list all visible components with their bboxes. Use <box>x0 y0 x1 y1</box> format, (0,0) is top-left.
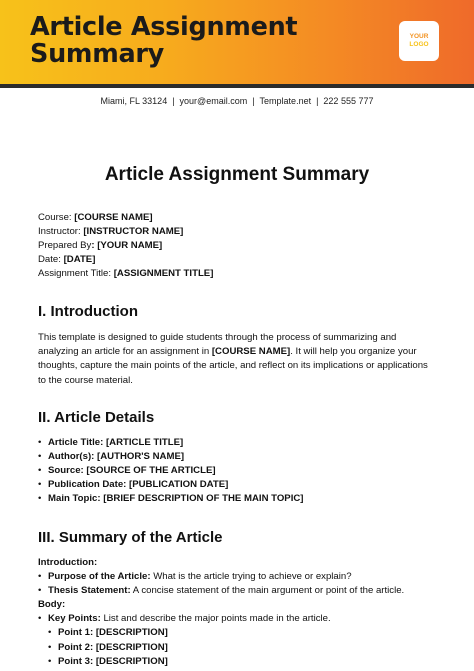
separator: | <box>316 96 319 106</box>
summary-list <box>38 556 404 669</box>
separator: | <box>172 96 175 106</box>
meta-instructor: Instructor: [INSTRUCTOR NAME] <box>38 226 184 238</box>
meta-prepared-by: Prepared By: [YOUR NAME] <box>38 240 163 252</box>
logo-text-line1: YOUR <box>409 33 429 40</box>
sub-list-item: • Point 1: [DESCRIPTION] <box>48 627 168 639</box>
introduction-paragraph: This template is designed to guide students through the process of summarizing and analyzing an article for an assignment in [COURSE NAME]. It will help you organize your thoughts, capture the main points of the article, and reflect on its implications or applications to the course material. <box>38 332 428 386</box>
sub-list-item: • Point 2: [DESCRIPTION] <box>48 641 168 653</box>
contact-address: Miami, FL 33124 <box>100 96 168 106</box>
meta-course: Course: [COURSE NAME] <box>38 212 153 223</box>
list-item: • Main Topic: [BRIEF DESCRIPTION OF THE MAIN TOPIC] <box>38 493 304 505</box>
meta-assignment-title: Assignment Title: [ASSIGNMENT TITLE] <box>38 268 214 280</box>
summary-body-label: Body: <box>38 599 66 611</box>
section-heading-introduction: I. Introduction <box>38 303 138 320</box>
logo-text-line2: LOGO <box>409 41 429 48</box>
list-item: • Thesis Statement: A concise statement of the main argument or point of the article. <box>38 585 405 597</box>
list-item: • Source: [SOURCE OF THE ARTICLE] <box>38 465 216 477</box>
list-item: • Purpose of the Article: What is the article trying to achieve or explain? <box>38 571 352 583</box>
header-title: Article Assignment Summary <box>30 12 298 69</box>
summary-intro-label: Introduction: <box>38 557 98 568</box>
section-heading-summary: III. Summary of the Article <box>38 529 223 546</box>
contact-phone: 222 555 777 <box>323 96 374 106</box>
list-item: • Article Title: [ARTICLE TITLE] <box>38 437 184 448</box>
list-item: • Author(s): [AUTHOR'S NAME] <box>38 451 185 463</box>
separator: | <box>252 96 255 106</box>
list-item: • Key Points: List and describe the major points made in the article. <box>38 613 331 625</box>
contact-email[interactable]: your@email.com <box>179 96 248 106</box>
contact-line <box>0 96 474 106</box>
article-details-list <box>38 436 304 506</box>
header-divider <box>0 84 474 88</box>
contact-website[interactable]: Template.net <box>259 96 312 106</box>
list-item: • Publication Date: [PUBLICATION DATE] <box>38 479 229 491</box>
section-heading-article-details: II. Article Details <box>38 409 155 426</box>
company-logo <box>399 21 439 61</box>
document-title: Article Assignment Summary <box>104 164 370 185</box>
assignment-meta <box>38 211 213 281</box>
meta-date: Date: [DATE] <box>38 254 96 266</box>
sub-list-item: • Point 3: [DESCRIPTION] <box>48 655 168 667</box>
